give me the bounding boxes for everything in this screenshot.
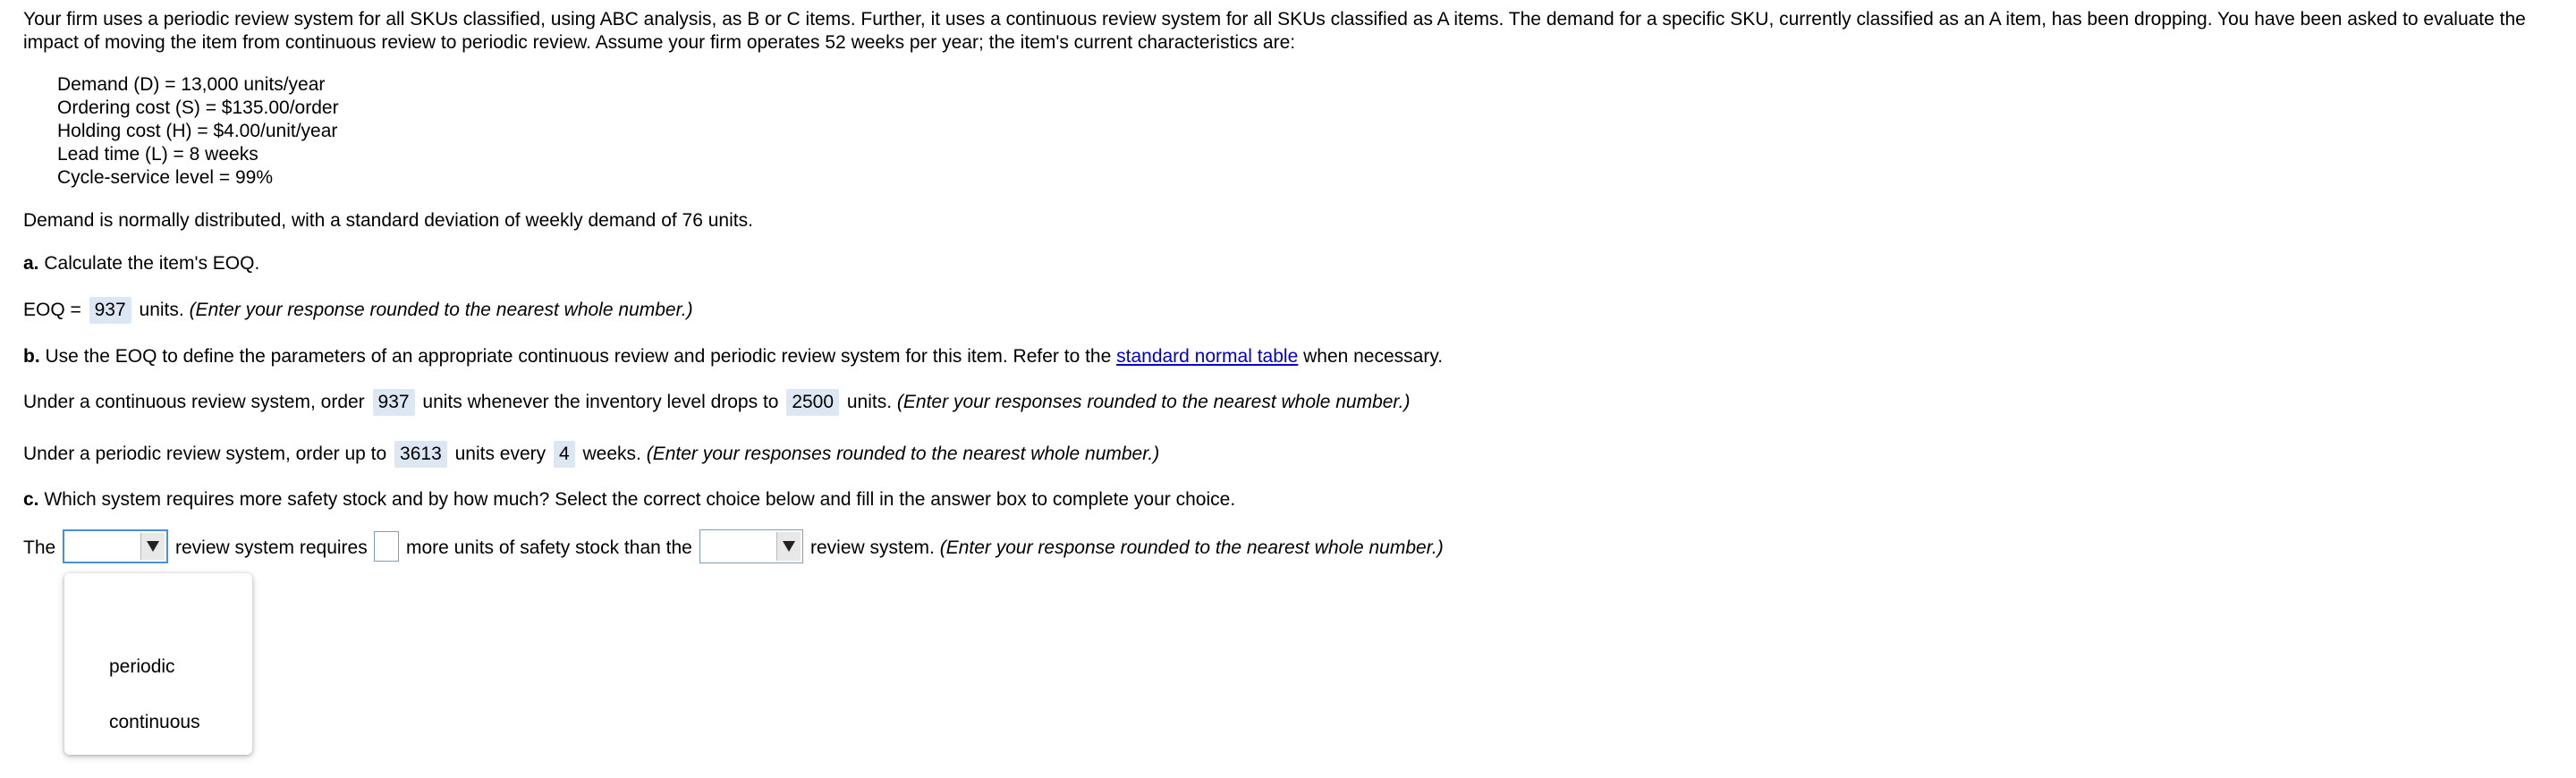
safety-stock-difference-input[interactable] bbox=[374, 531, 399, 562]
intro-line-2: impact of moving the item from continuous review to periodic review. Assume your firm operates 52 weeks per year; the item's current characteristics are: bbox=[23, 32, 1296, 53]
part-c-text: Which system requires more safety stock and by how much? Select the correct choice below and fill in the answer box to complete your choice. bbox=[44, 489, 1236, 510]
eoq-instruction: (Enter your response rounded to the nearest whole number.) bbox=[189, 300, 693, 320]
part-c-system: review system. bbox=[810, 537, 935, 558]
characteristic-holding-cost: Holding cost (H) = $4.00/unit/year bbox=[57, 121, 338, 141]
periodic-instruction: (Enter your responses rounded to the nearest whole number.) bbox=[646, 444, 1160, 464]
continuous-instruction: (Enter your responses rounded to the nearest whole number.) bbox=[896, 392, 1411, 412]
part-b-text: Use the EOQ to define the parameters of an appropriate continuous review and periodic review system for this item. Refer to the bbox=[45, 346, 1112, 367]
part-c-the: The bbox=[23, 537, 56, 558]
part-a-text: Calculate the item's EOQ. bbox=[44, 253, 260, 274]
dropdown-option-periodic[interactable]: periodic bbox=[109, 656, 175, 677]
part-c-question bbox=[23, 488, 1235, 512]
eoq-answer[interactable]: 937 bbox=[89, 297, 131, 324]
system-select-2[interactable] bbox=[699, 529, 803, 563]
part-c-instruction: (Enter your response rounded to the nearest whole number.) bbox=[939, 537, 1444, 558]
periodic-text-3: weeks. bbox=[582, 444, 641, 464]
eoq-row bbox=[23, 297, 693, 324]
part-a-question bbox=[23, 252, 259, 275]
characteristic-service-level: Cycle-service level = 99% bbox=[57, 167, 274, 188]
periodic-review-row bbox=[23, 441, 1159, 468]
system-dropdown-menu bbox=[64, 573, 252, 755]
eoq-suffix: units. bbox=[139, 300, 184, 320]
part-a-label: a. bbox=[23, 253, 39, 274]
dropdown-option-continuous[interactable]: continuous bbox=[109, 712, 200, 732]
continuous-order-qty-answer[interactable]: 937 bbox=[373, 389, 415, 416]
standard-normal-table-link[interactable]: standard normal table bbox=[1116, 346, 1299, 367]
part-b-question bbox=[23, 345, 1443, 368]
dropdown-arrow-icon[interactable] bbox=[776, 532, 801, 561]
continuous-text-3: units. bbox=[846, 392, 893, 412]
part-b-label: b. bbox=[23, 346, 40, 367]
part-c-more: more units of safety stock than the bbox=[406, 537, 692, 558]
reorder-point-answer[interactable]: 2500 bbox=[786, 389, 839, 416]
eoq-prefix: EOQ = bbox=[23, 300, 81, 320]
demand-note: Demand is normally distributed, with a standard deviation of weekly demand of 76 units. bbox=[23, 210, 753, 231]
target-inventory-answer[interactable]: 3613 bbox=[394, 441, 447, 468]
characteristic-demand: Demand (D) = 13,000 units/year bbox=[57, 74, 326, 95]
continuous-text-1: Under a continuous review system, order bbox=[23, 392, 365, 412]
characteristic-lead-time: Lead time (L) = 8 weeks bbox=[57, 144, 258, 165]
part-c-label: c. bbox=[23, 489, 39, 510]
system-select-1[interactable] bbox=[63, 529, 168, 563]
periodic-text-1: Under a periodic review system, order up to bbox=[23, 444, 387, 464]
continuous-text-2: units whenever the inventory level drops to bbox=[422, 392, 779, 412]
dropdown-arrow-icon[interactable] bbox=[140, 533, 165, 560]
characteristic-ordering-cost: Ordering cost (S) = $135.00/order bbox=[57, 97, 339, 118]
intro-line-1: Your firm uses a periodic review system for all SKUs classified, using ABC analysis, as B or C items. Further, it uses a continuous review system for all SKUs classified as A items. The demand for a specific SKU, currently classified as an A item, has been dropping. You have been asked to evaluate the bbox=[23, 9, 2526, 30]
review-interval-answer[interactable]: 4 bbox=[554, 441, 575, 468]
part-b-text-end: when necessary. bbox=[1303, 346, 1444, 367]
periodic-text-2: units every bbox=[454, 444, 547, 464]
part-c-system-row bbox=[810, 537, 1444, 560]
continuous-review-row bbox=[23, 389, 1410, 416]
part-c-requires: review system requires bbox=[175, 537, 368, 558]
